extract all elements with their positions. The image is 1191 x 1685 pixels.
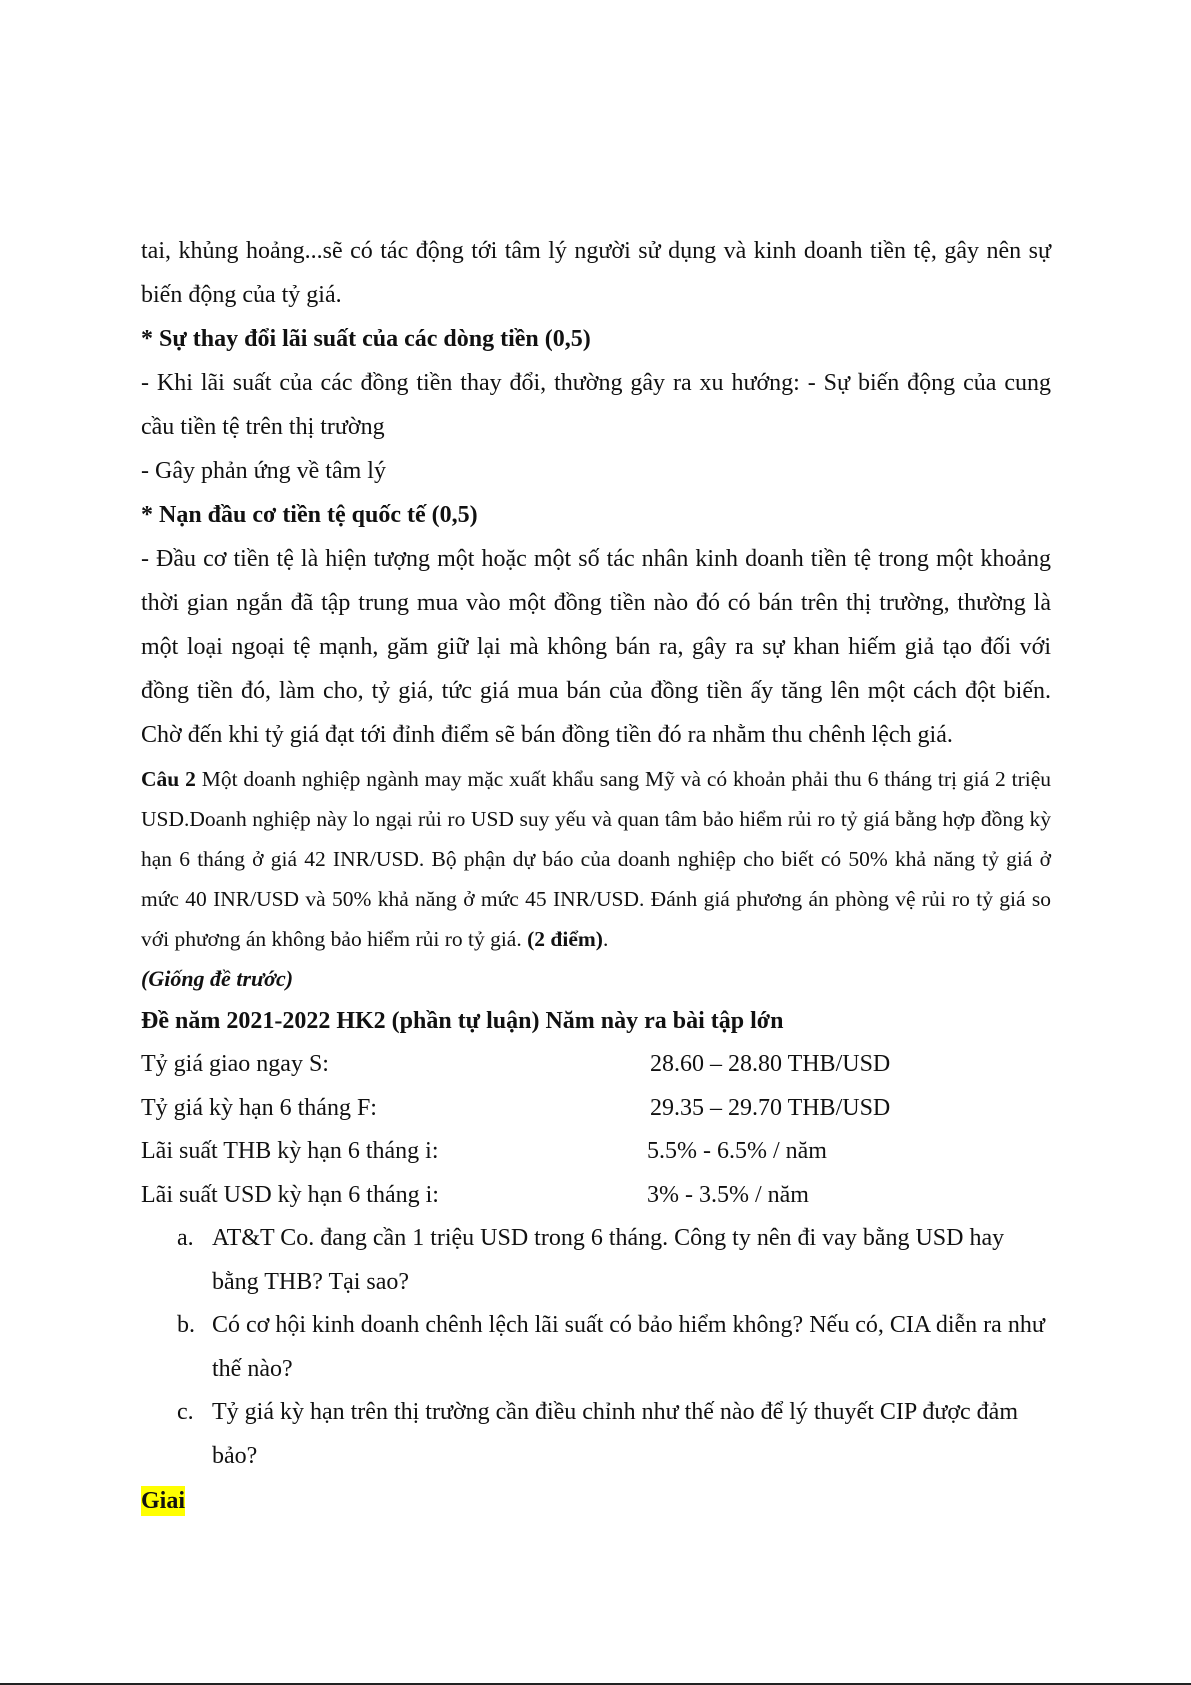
list-item-text: Tỷ giá kỳ hạn trên thị trường cần điều chỉnh như thế nào để lý thuyết CIP được đảm bảo? xyxy=(212,1399,1019,1469)
question-2 xyxy=(141,759,1051,959)
exam-heading: Đề năm 2021-2022 HK2 (phần tự luận) Năm này ra bài tập lớn xyxy=(141,1008,784,1034)
rate-label: Tỷ giá kỳ hạn 6 tháng F: xyxy=(141,1094,377,1121)
list-marker: a. xyxy=(177,1225,194,1251)
question-list xyxy=(141,1217,1051,1478)
paragraph-speculation: - Đầu cơ tiền tệ là hiện tượng một hoặc một số tác nhân kinh doanh tiền tệ trong một khoảng thời gian ngắn đã tập trung mua vào một đồng tiền nào đó có bán trên thị trường, thường là một loại ngoại tệ mạnh, găm giữ lại mà không bán ra, gây ra sự khan hiếm giả tạo đối với đồng tiền đó, làm cho, tỷ giá, tức giá mua bán của đồng tiền ấy tăng lên một cách đột biến. Chờ đến khi tỷ giá đạt tới đỉnh điểm sẽ bán đồng tiền đó ra nhằm thu chênh lệch giá. xyxy=(141,546,1051,748)
list-marker: b. xyxy=(177,1312,195,1338)
rate-label: Lãi suất THB kỳ hạn 6 tháng i: xyxy=(141,1138,439,1164)
list-item xyxy=(141,1391,1051,1478)
rate-row-usd-interest xyxy=(141,1174,1051,1218)
rate-value: 3% - 3.5% / năm xyxy=(647,1181,809,1208)
note-same-as-previous: (Giống đề trước) xyxy=(141,966,294,991)
rate-value: 5.5% - 6.5% / năm xyxy=(647,1138,827,1164)
heading-interest-rate: * Sự thay đổi lãi suất của các dòng tiền (0,5) xyxy=(141,326,591,352)
question-2-text: Một doanh nghiệp ngành may mặc xuất khẩu sang Mỹ và có khoản phải thu 6 tháng trị giá 2 triệu USD.Doanh nghiệp này lo ngại rủi ro USD suy yếu và quan tâm bảo hiểm rủi ro tỷ giá bằng hợp đồng kỳ hạn 6 tháng ở giá 42 INR/USD. Bộ phận dự báo của doanh nghiệp cho biết có 50% khả năng tỷ giá ở mức 40 INR/USD và 50% khả năng ở mức 45 INR/USD. Đánh giá phương án phòng vệ rủi ro tỷ giá so với phương án không bảo hiểm rủi ro tỷ giá. xyxy=(141,767,1052,951)
list-item xyxy=(141,1217,1051,1304)
page-content xyxy=(141,229,1051,1516)
rate-row-thb-interest xyxy=(141,1130,1051,1174)
paragraph-psychology: - Gây phản ứng về tâm lý xyxy=(141,458,386,484)
paragraph-interest-rate: - Khi lãi suất của các đồng tiền thay đổi, thường gây ra xu hướng: - Sự biến động của cung cầu tiền tệ trên thị trường xyxy=(141,370,1051,440)
paragraph-crisis: tai, khủng hoảng...sẽ có tác động tới tâm lý người sử dụng và kinh doanh tiền tệ, gây nên sự biến động của tỷ giá. xyxy=(141,238,1051,308)
question-2-label: Câu 2 xyxy=(141,767,196,791)
rate-value: 29.35 – 29.70 THB/USD xyxy=(650,1094,891,1121)
rate-label: Lãi suất USD kỳ hạn 6 tháng i: xyxy=(141,1181,439,1208)
heading-speculation: * Nạn đầu cơ tiền tệ quốc tế (0,5) xyxy=(141,502,478,528)
rate-label: Tỷ giá giao ngay S: xyxy=(141,1051,329,1077)
question-2-end: . xyxy=(602,927,609,951)
rate-row-forward xyxy=(141,1087,1051,1131)
list-item-text: Có cơ hội kinh doanh chênh lệch lãi suất có bảo hiểm không? Nếu có, CIA diễn ra như thế nào? xyxy=(212,1312,1045,1382)
list-item xyxy=(141,1304,1051,1391)
question-2-points: (2 điểm) xyxy=(527,927,603,951)
solution-label: Giai xyxy=(141,1488,186,1514)
rate-row-spot xyxy=(141,1043,1051,1087)
list-marker: c. xyxy=(177,1399,194,1425)
rate-value: 28.60 – 28.80 THB/USD xyxy=(650,1051,891,1077)
list-item-text: AT&T Co. đang cần 1 triệu USD trong 6 tháng. Công ty nên đi vay bằng USD hay bằng THB? Tại sao? xyxy=(212,1225,1005,1295)
